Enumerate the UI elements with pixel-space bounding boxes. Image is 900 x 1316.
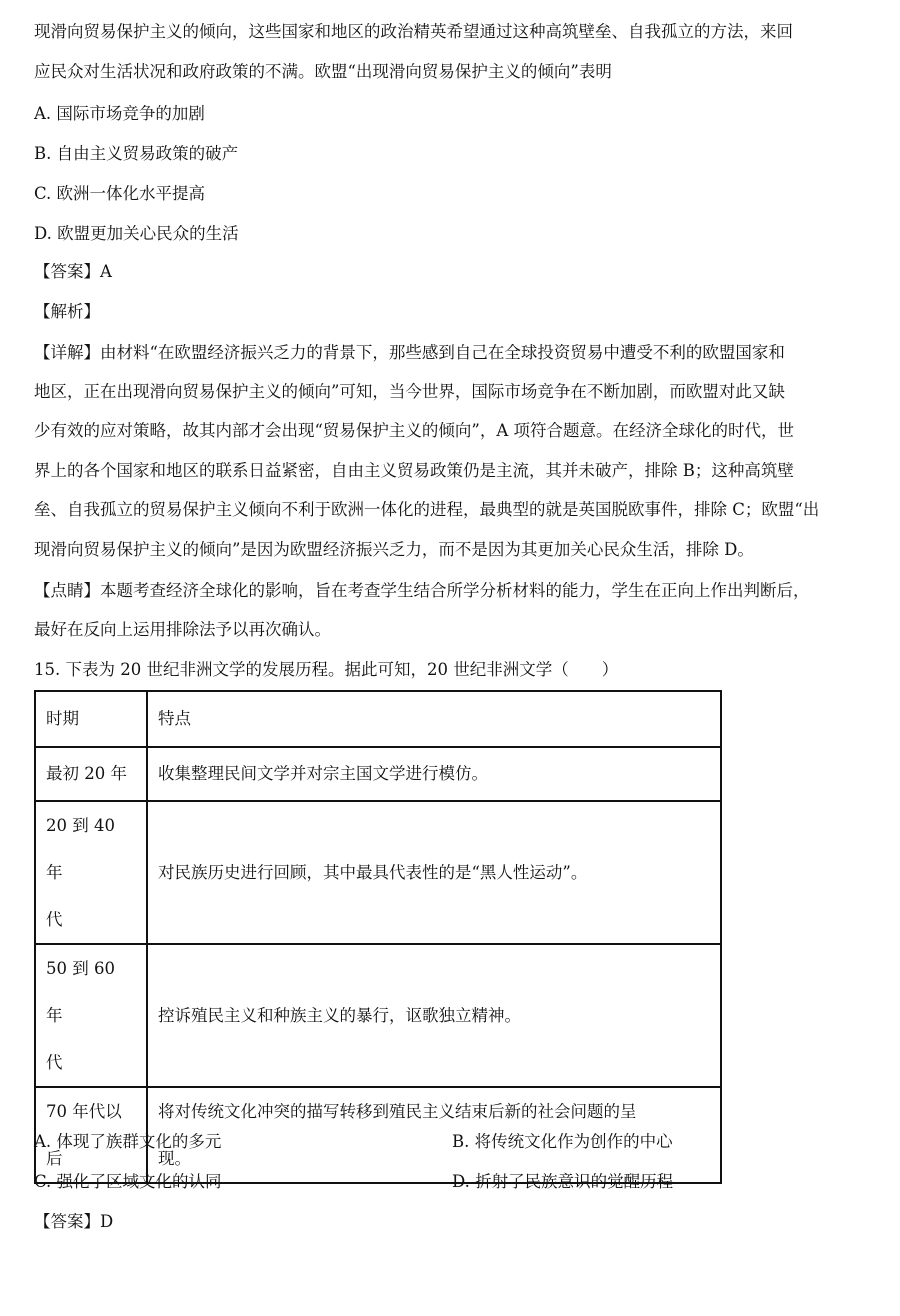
q14-tip-line-1: 【点睛】本题考查经济全球化的影响，旨在考查学生结合所学分析材料的能力，学生在正向上作出判断后， [34,581,810,600]
q15-stem: 15. 下表为 20 世纪非洲文学的发展历程。据此可知，20 世纪非洲文学（ ） [34,660,619,679]
q14-option-a: A. 国际市场竞争的加剧 [34,104,205,123]
table-row [35,801,721,944]
q14-detail-line-6: 现滑向贸易保护主义的倾向”是因为欧盟经济振兴乏力，而不是因为其更加关心民众生活，排除 D。 [34,540,754,559]
q14-stem-line-2: 应民众对生活状况和政府政策的不满。欧盟“出现滑向贸易保护主义的倾向”表明 [34,62,612,81]
q15-answer: 【答案】D [34,1212,114,1231]
q14-answer: 【答案】A [34,262,112,281]
q14-detail-line-5: 垒、自我孤立的贸易保护主义倾向不利于欧洲一体化的进程，最典型的就是英国脱欧事件，排除 C；欧盟“出 [34,500,820,519]
q15-option-b: B. 将传统文化作为创作的中心 [452,1132,673,1151]
q14-stem-line-1: 现滑向贸易保护主义的倾向，这些国家和地区的政治精英希望通过这种高筑壁垒、自我孤立的方法，来回 [34,22,793,41]
q15-option-c: C. 强化了区域文化的认同 [34,1172,222,1191]
table-header-feature: 特点 [147,691,721,747]
table-cell-period: 最初 20 年 [35,747,147,801]
q14-tip-line-2: 最好在反向上运用排除法予以再次确认。 [34,620,331,639]
q14-detail-line-3: 少有效的应对策略，故其内部才会出现“贸易保护主义的倾向”，A 项符合题意。在经济全球化的时代，世 [34,421,795,440]
q14-option-d: D. 欧盟更加关心民众的生活 [34,224,239,243]
q14-detail-line-4: 界上的各个国家和地区的联系日益紧密，自由主义贸易政策仍是主流，其并未破产，排除 B；这种高筑壁 [34,461,794,480]
table-row [35,747,721,801]
q14-detail-line-2: 地区，正在出现滑向贸易保护主义的倾向”可知，当今世界，国际市场竞争在不断加剧，而欧盟对此又缺 [34,382,785,401]
table-cell-period: 20 到 40 年 代 [35,801,147,944]
q15-option-a: A. 体现了族群文化的多元 [34,1132,222,1151]
table-cell-period: 70 年代以 后 [35,1087,147,1183]
table-header-period: 时期 [35,691,147,747]
q14-analysis-label: 【解析】 [34,302,100,321]
q14-option-c: C. 欧洲一体化水平提高 [34,184,206,203]
table-cell-feature: 控诉殖民主义和种族主义的暴行，讴歌独立精神。 [147,944,721,1087]
table-cell-feature: 将对传统文化冲突的描写转移到殖民主义结束后新的社会问题的呈 现。 [147,1087,721,1183]
table-cell-feature: 对民族历史进行回顾，其中最具代表性的是“黑人性运动”。 [147,801,721,944]
q14-option-b: B. 自由主义贸易政策的破产 [34,144,239,163]
table-header-row [35,691,721,747]
table-cell-feature: 收集整理民间文学并对宗主国文学进行模仿。 [147,747,721,801]
q15-option-d: D. 折射了民族意识的觉醒历程 [452,1172,674,1191]
q14-detail-line-1: 【详解】由材料“在欧盟经济振兴乏力的背景下，那些感到自己在全球投资贸易中遭受不利的欧盟国家和 [34,343,785,362]
table-cell-period: 50 到 60 年 代 [35,944,147,1087]
table-row [35,944,721,1087]
q15-table [34,690,722,1184]
